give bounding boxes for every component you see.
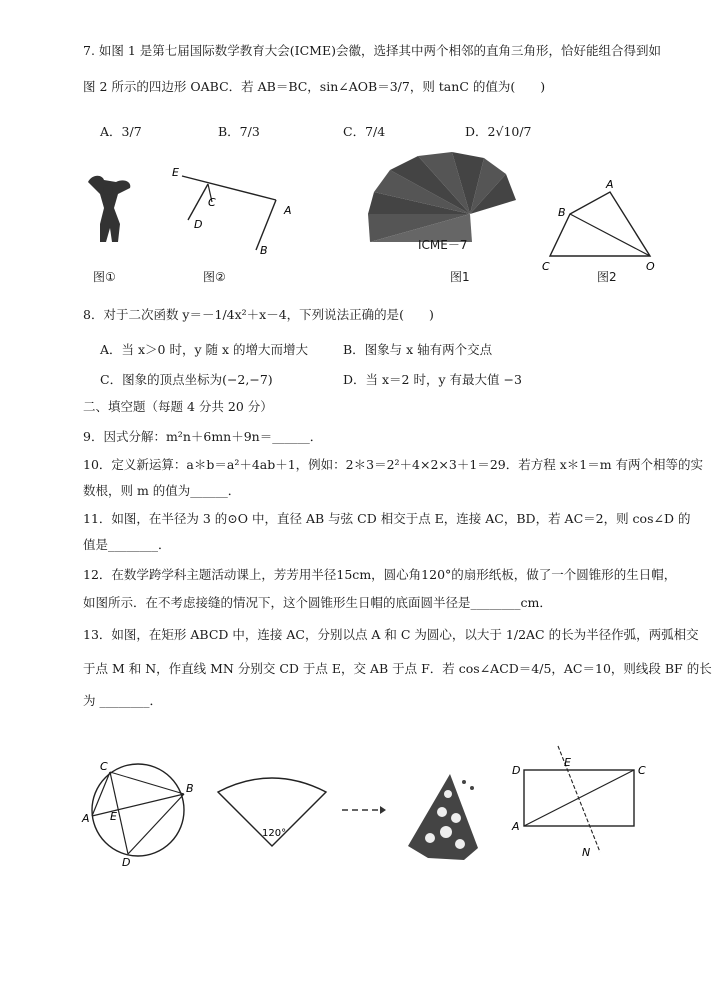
fig-caption-4: 图2 (597, 270, 617, 284)
fig4-label-c: C (542, 260, 550, 273)
circle-label-b: B (186, 782, 194, 795)
fig4-label-a: A (606, 178, 614, 191)
figure-rectangle-abcd (506, 740, 656, 860)
rect-label-d: D (512, 764, 521, 777)
circle-label-c: C (100, 760, 108, 773)
sector-angle-label: 120° (262, 828, 287, 839)
q9-line: 9．因式分解：m²n＋6mn＋9n＝______． (83, 429, 323, 444)
q7-option-d: D．2√10/7 (465, 124, 532, 139)
rect-label-e: E (564, 756, 571, 769)
figure-1-silhouette (78, 172, 140, 252)
figure-2-rays (168, 162, 308, 262)
q8-stem: 8．对于二次函数 y＝－1/4x²＋x－4，下列说法正确的是( ) (83, 307, 434, 322)
circle-label-e: E (110, 810, 117, 823)
arrow-icon (340, 802, 388, 818)
fig2-label-d: D (194, 218, 203, 231)
q7-line1: 7. 如图 1 是第七届国际数学教育大会(ICME)会徽，选择其中两个相邻的直角三角形，恰好能组合得到如 (83, 43, 661, 58)
fig2-label-b: B (260, 244, 268, 257)
circle-label-d: D (122, 856, 131, 868)
circle-label-a: A (82, 812, 90, 825)
fig-caption-3: 图1 (450, 270, 470, 284)
figure-party-hat (402, 768, 486, 864)
figure-sector (212, 770, 332, 860)
q7-option-b: B．7/3 (218, 124, 260, 139)
figure-quadrilateral-oabc (538, 178, 668, 274)
rect-label-a: A (512, 820, 520, 833)
q13-line3: 为 ________． (83, 693, 162, 708)
q11-line2: 值是________． (83, 537, 171, 552)
q10-line2: 数根，则 m 的值为______． (83, 483, 241, 498)
section-heading: 二、填空题（每题 4 分共 20 分） (83, 399, 273, 414)
fig-caption-2: 图② (203, 270, 226, 284)
q7-option-a: A．3/7 (100, 124, 142, 139)
figure-circle-o (80, 758, 200, 868)
rect-label-n: N (582, 846, 591, 859)
q8-option-c: C．图象的顶点坐标为(−2,−7) (100, 372, 273, 387)
q8-option-a: A．当 x＞0 时，y 随 x 的增大而增大 (100, 342, 309, 357)
fig2-label-e: E (172, 166, 179, 179)
fig4-label-o: O (646, 260, 655, 273)
fig2-label-c: C (208, 196, 216, 209)
q7-option-c: C．7/4 (343, 124, 386, 139)
q10-line1: 10．定义新运算：a＊b＝a²＋4ab＋1，例如：2＊3＝2²＋4×2×3＋1＝29．若方程 x＊1＝m 有两个相等的实 (83, 457, 704, 472)
q8-option-b: B．图象与 x 轴有两个交点 (343, 342, 493, 357)
fig-caption-1: 图① (93, 270, 116, 284)
q11-line1: 11．如图，在半径为 3 的⊙O 中，直径 AB 与弦 CD 相交于点 E，连接 AC，BD，若 AC＝2，则 cos∠D 的 (83, 511, 691, 526)
fig2-label-a: A (284, 204, 292, 217)
q13-line1: 13．如图，在矩形 ABCD 中，连接 AC，分别以点 A 和 C 为圆心，以大于 1/2AC 的长为半径作弧，两弧相交 (83, 627, 699, 642)
q7-line2: 图 2 所示的四边形 OABC．若 AB＝BC，sin∠AOB＝3/7，则 tanC 的值为( ) (83, 79, 546, 94)
rect-label-c: C (638, 764, 646, 777)
fig4-label-b: B (558, 206, 566, 219)
icme-label: ICME－7 (418, 238, 468, 252)
q13-line2: 于点 M 和 N，作直线 MN 分别交 CD 于点 E，交 AB 于点 F．若 cos∠ACD＝4/5，AC＝10，则线段 BF 的长 (83, 661, 712, 676)
q8-option-d: D．当 x＝2 时，y 有最大值 −3 (343, 372, 522, 387)
q12-line1: 12．在数学跨学科主题活动课上，芳芳用半径15cm，圆心角120°的扇形纸板，做了一个圆锥形的生日帽， (83, 567, 677, 582)
q12-line2: 如图所示．在不考虑接缝的情况下，这个圆锥形生日帽的底面圆半径是________cm． (83, 595, 552, 610)
